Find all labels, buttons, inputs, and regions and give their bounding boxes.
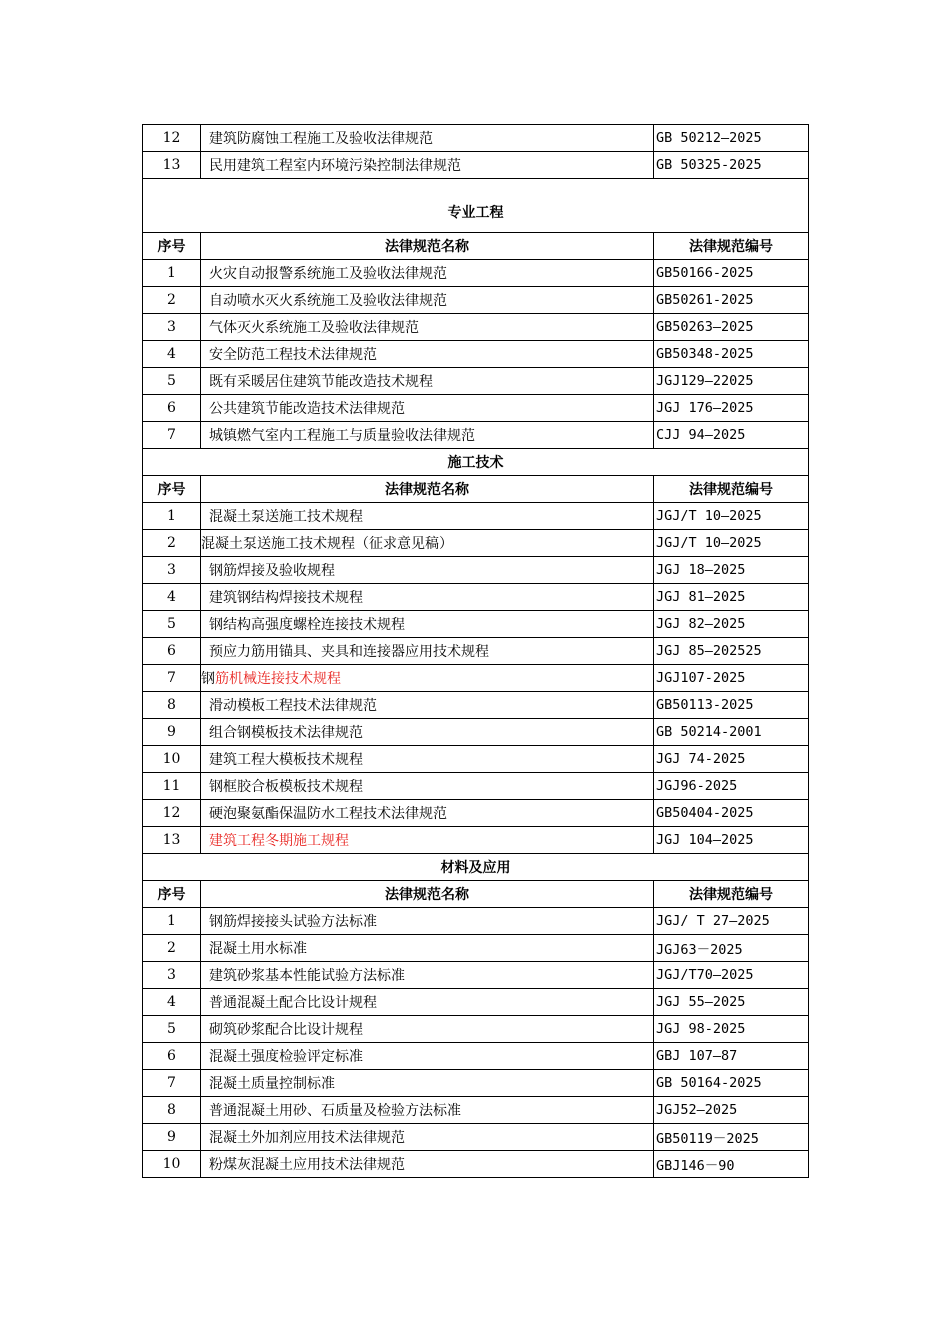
- standard-name: 普通混凝土用砂、石质量及检验方法标准: [201, 1097, 654, 1124]
- column-header-row: [143, 476, 809, 503]
- row-number: 2: [143, 287, 201, 314]
- row-number: 8: [143, 692, 201, 719]
- standard-code: JGJ 74-2025: [654, 746, 809, 773]
- row-number: 12: [143, 800, 201, 827]
- section-title: 施工技术: [143, 449, 809, 476]
- row-number: 2: [143, 935, 201, 962]
- table-row: [143, 1016, 809, 1043]
- row-number: 10: [143, 746, 201, 773]
- table-row: [143, 746, 809, 773]
- row-number: 13: [143, 152, 201, 179]
- standard-code: GB 50214-2001: [654, 719, 809, 746]
- header-number: 序号: [143, 233, 201, 260]
- standard-name: 粉煤灰混凝土应用技术法律规范: [201, 1151, 654, 1178]
- column-header-row: [143, 233, 809, 260]
- standard-name-prefix: 钢: [201, 671, 215, 687]
- row-number: 3: [143, 557, 201, 584]
- row-number: 4: [143, 341, 201, 368]
- standard-code: GB50261-2025: [654, 287, 809, 314]
- table-row: [143, 368, 809, 395]
- standard-name: 混凝土泵送施工技术规程（征求意见稿）: [201, 530, 654, 557]
- row-number: 8: [143, 1097, 201, 1124]
- standard-name: 混凝土外加剂应用技术法律规范: [201, 1124, 654, 1151]
- table-row: [143, 773, 809, 800]
- standard-code: GBJ146－90: [654, 1151, 809, 1178]
- standard-name: 建筑防腐蚀工程施工及验收法律规范: [201, 125, 654, 152]
- table-row: [143, 719, 809, 746]
- header-name: 法律规范名称: [201, 881, 654, 908]
- header-number: 序号: [143, 476, 201, 503]
- table-row: [143, 341, 809, 368]
- table-row: [143, 1070, 809, 1097]
- standard-name-highlight: 筋机械连接技术规程: [215, 671, 341, 687]
- standard-name: 城镇燃气室内工程施工与质量验收法律规范: [201, 422, 654, 449]
- section-title-row: [143, 179, 809, 233]
- table-row: [143, 800, 809, 827]
- standard-name: 普通混凝土配合比设计规程: [201, 989, 654, 1016]
- table-row: [143, 1151, 809, 1178]
- standard-name: 硬泡聚氨酯保温防水工程技术法律规范: [201, 800, 654, 827]
- standard-code: JGJ107-2025: [654, 665, 809, 692]
- table-row: [143, 638, 809, 665]
- standard-code: JGJ 104—2025: [654, 827, 809, 854]
- standard-name: 气体灭火系统施工及验收法律规范: [201, 314, 654, 341]
- table-row: [143, 422, 809, 449]
- standard-name: 混凝土用水标准: [201, 935, 654, 962]
- standard-code: JGJ52—2025: [654, 1097, 809, 1124]
- standard-code: JGJ 98-2025: [654, 1016, 809, 1043]
- standard-code: GB50263—2025: [654, 314, 809, 341]
- table-row: [143, 1043, 809, 1070]
- table-row: [143, 260, 809, 287]
- table-row: [143, 557, 809, 584]
- header-code: 法律规范编号: [654, 476, 809, 503]
- table-row: [143, 962, 809, 989]
- standard-code: GB 50164-2025: [654, 1070, 809, 1097]
- row-number: 6: [143, 395, 201, 422]
- row-number: 5: [143, 1016, 201, 1043]
- column-header-row: [143, 881, 809, 908]
- section-title: 专业工程: [143, 179, 809, 233]
- row-number: 5: [143, 368, 201, 395]
- section-title: 材料及应用: [143, 854, 809, 881]
- row-number: 6: [143, 1043, 201, 1070]
- standard-name: 火灾自动报警系统施工及验收法律规范: [201, 260, 654, 287]
- row-number: 1: [143, 908, 201, 935]
- standards-table-body: [143, 125, 809, 1178]
- table-row: [143, 287, 809, 314]
- standard-code: JGJ63－2025: [654, 935, 809, 962]
- standard-name: 混凝土质量控制标准: [201, 1070, 654, 1097]
- row-number: 5: [143, 611, 201, 638]
- standard-code: JGJ/ T 27—2025: [654, 908, 809, 935]
- standard-name: 建筑钢结构焊接技术规程: [201, 584, 654, 611]
- standard-name: 钢结构高强度螺栓连接技术规程: [201, 611, 654, 638]
- row-number: 1: [143, 503, 201, 530]
- standard-name: 滑动模板工程技术法律规范: [201, 692, 654, 719]
- table-row: [143, 692, 809, 719]
- standard-code: GB50348-2025: [654, 341, 809, 368]
- standard-name: 建筑砂浆基本性能试验方法标准: [201, 962, 654, 989]
- table-row: [143, 314, 809, 341]
- header-name: 法律规范名称: [201, 233, 654, 260]
- table-row: [143, 152, 809, 179]
- standard-code: JGJ129—22025: [654, 368, 809, 395]
- standard-code: JGJ 55—2025: [654, 989, 809, 1016]
- row-number: 9: [143, 719, 201, 746]
- standard-code: GB50404-2025: [654, 800, 809, 827]
- table-row: [143, 908, 809, 935]
- row-number: 13: [143, 827, 201, 854]
- row-number: 9: [143, 1124, 201, 1151]
- standard-code: GBJ 107—87: [654, 1043, 809, 1070]
- standard-code: JGJ 85—202525: [654, 638, 809, 665]
- standard-name: 公共建筑节能改造技术法律规范: [201, 395, 654, 422]
- row-number: 3: [143, 314, 201, 341]
- table-row: [143, 503, 809, 530]
- section-title-row: [143, 854, 809, 881]
- table-row: [143, 935, 809, 962]
- standard-name: 既有采暖居住建筑节能改造技术规程: [201, 368, 654, 395]
- row-number: 2: [143, 530, 201, 557]
- standard-name: 安全防范工程技术法律规范: [201, 341, 654, 368]
- standard-code: GB 50212—2025: [654, 125, 809, 152]
- standard-code: JGJ/T 10—2025: [654, 530, 809, 557]
- row-number: 6: [143, 638, 201, 665]
- standard-name-highlight: 建筑工程冬期施工规程: [209, 833, 349, 849]
- table-row: [143, 611, 809, 638]
- table-row: [143, 1124, 809, 1151]
- table-row: [143, 827, 809, 854]
- table-row: [143, 665, 809, 692]
- standard-code: JGJ 82—2025: [654, 611, 809, 638]
- table-row: [143, 584, 809, 611]
- standard-name: 民用建筑工程室内环境污染控制法律规范: [201, 152, 654, 179]
- standard-name: 钢筋焊接及验收规程: [201, 557, 654, 584]
- standard-name: [201, 665, 654, 692]
- standard-code: GB 50325-2025: [654, 152, 809, 179]
- row-number: 4: [143, 584, 201, 611]
- header-code: 法律规范编号: [654, 233, 809, 260]
- row-number: 11: [143, 773, 201, 800]
- section-title-row: [143, 449, 809, 476]
- table-row: [143, 395, 809, 422]
- standard-code: JGJ/T70—2025: [654, 962, 809, 989]
- standard-code: JGJ/T 10—2025: [654, 503, 809, 530]
- row-number: 7: [143, 665, 201, 692]
- table-row: [143, 125, 809, 152]
- standard-name: 自动喷水灭火系统施工及验收法律规范: [201, 287, 654, 314]
- standard-name: 砌筑砂浆配合比设计规程: [201, 1016, 654, 1043]
- standard-name: 建筑工程大模板技术规程: [201, 746, 654, 773]
- standard-name: 组合钢模板技术法律规范: [201, 719, 654, 746]
- header-code: 法律规范编号: [654, 881, 809, 908]
- standard-code: JGJ96-2025: [654, 773, 809, 800]
- row-number: 3: [143, 962, 201, 989]
- standards-table: [142, 124, 809, 1178]
- standard-name: 混凝土强度检验评定标准: [201, 1043, 654, 1070]
- standard-name: [201, 827, 654, 854]
- table-row: [143, 1097, 809, 1124]
- row-number: 10: [143, 1151, 201, 1178]
- standard-code: JGJ 81—2025: [654, 584, 809, 611]
- standard-code: GB50119－2025: [654, 1124, 809, 1151]
- standard-code: GB50166-2025: [654, 260, 809, 287]
- row-number: 7: [143, 422, 201, 449]
- standard-name: 钢筋焊接接头试验方法标准: [201, 908, 654, 935]
- standard-code: JGJ 18—2025: [654, 557, 809, 584]
- row-number: 12: [143, 125, 201, 152]
- standard-name: 预应力筋用锚具、夹具和连接器应用技术规程: [201, 638, 654, 665]
- standard-code: CJJ 94—2025: [654, 422, 809, 449]
- row-number: 7: [143, 1070, 201, 1097]
- standard-name: 混凝土泵送施工技术规程: [201, 503, 654, 530]
- standard-code: GB50113-2025: [654, 692, 809, 719]
- row-number: 1: [143, 260, 201, 287]
- standard-name: 钢框胶合板模板技术规程: [201, 773, 654, 800]
- table-row: [143, 530, 809, 557]
- table-row: [143, 989, 809, 1016]
- header-number: 序号: [143, 881, 201, 908]
- row-number: 4: [143, 989, 201, 1016]
- header-name: 法律规范名称: [201, 476, 654, 503]
- standard-code: JGJ 176—2025: [654, 395, 809, 422]
